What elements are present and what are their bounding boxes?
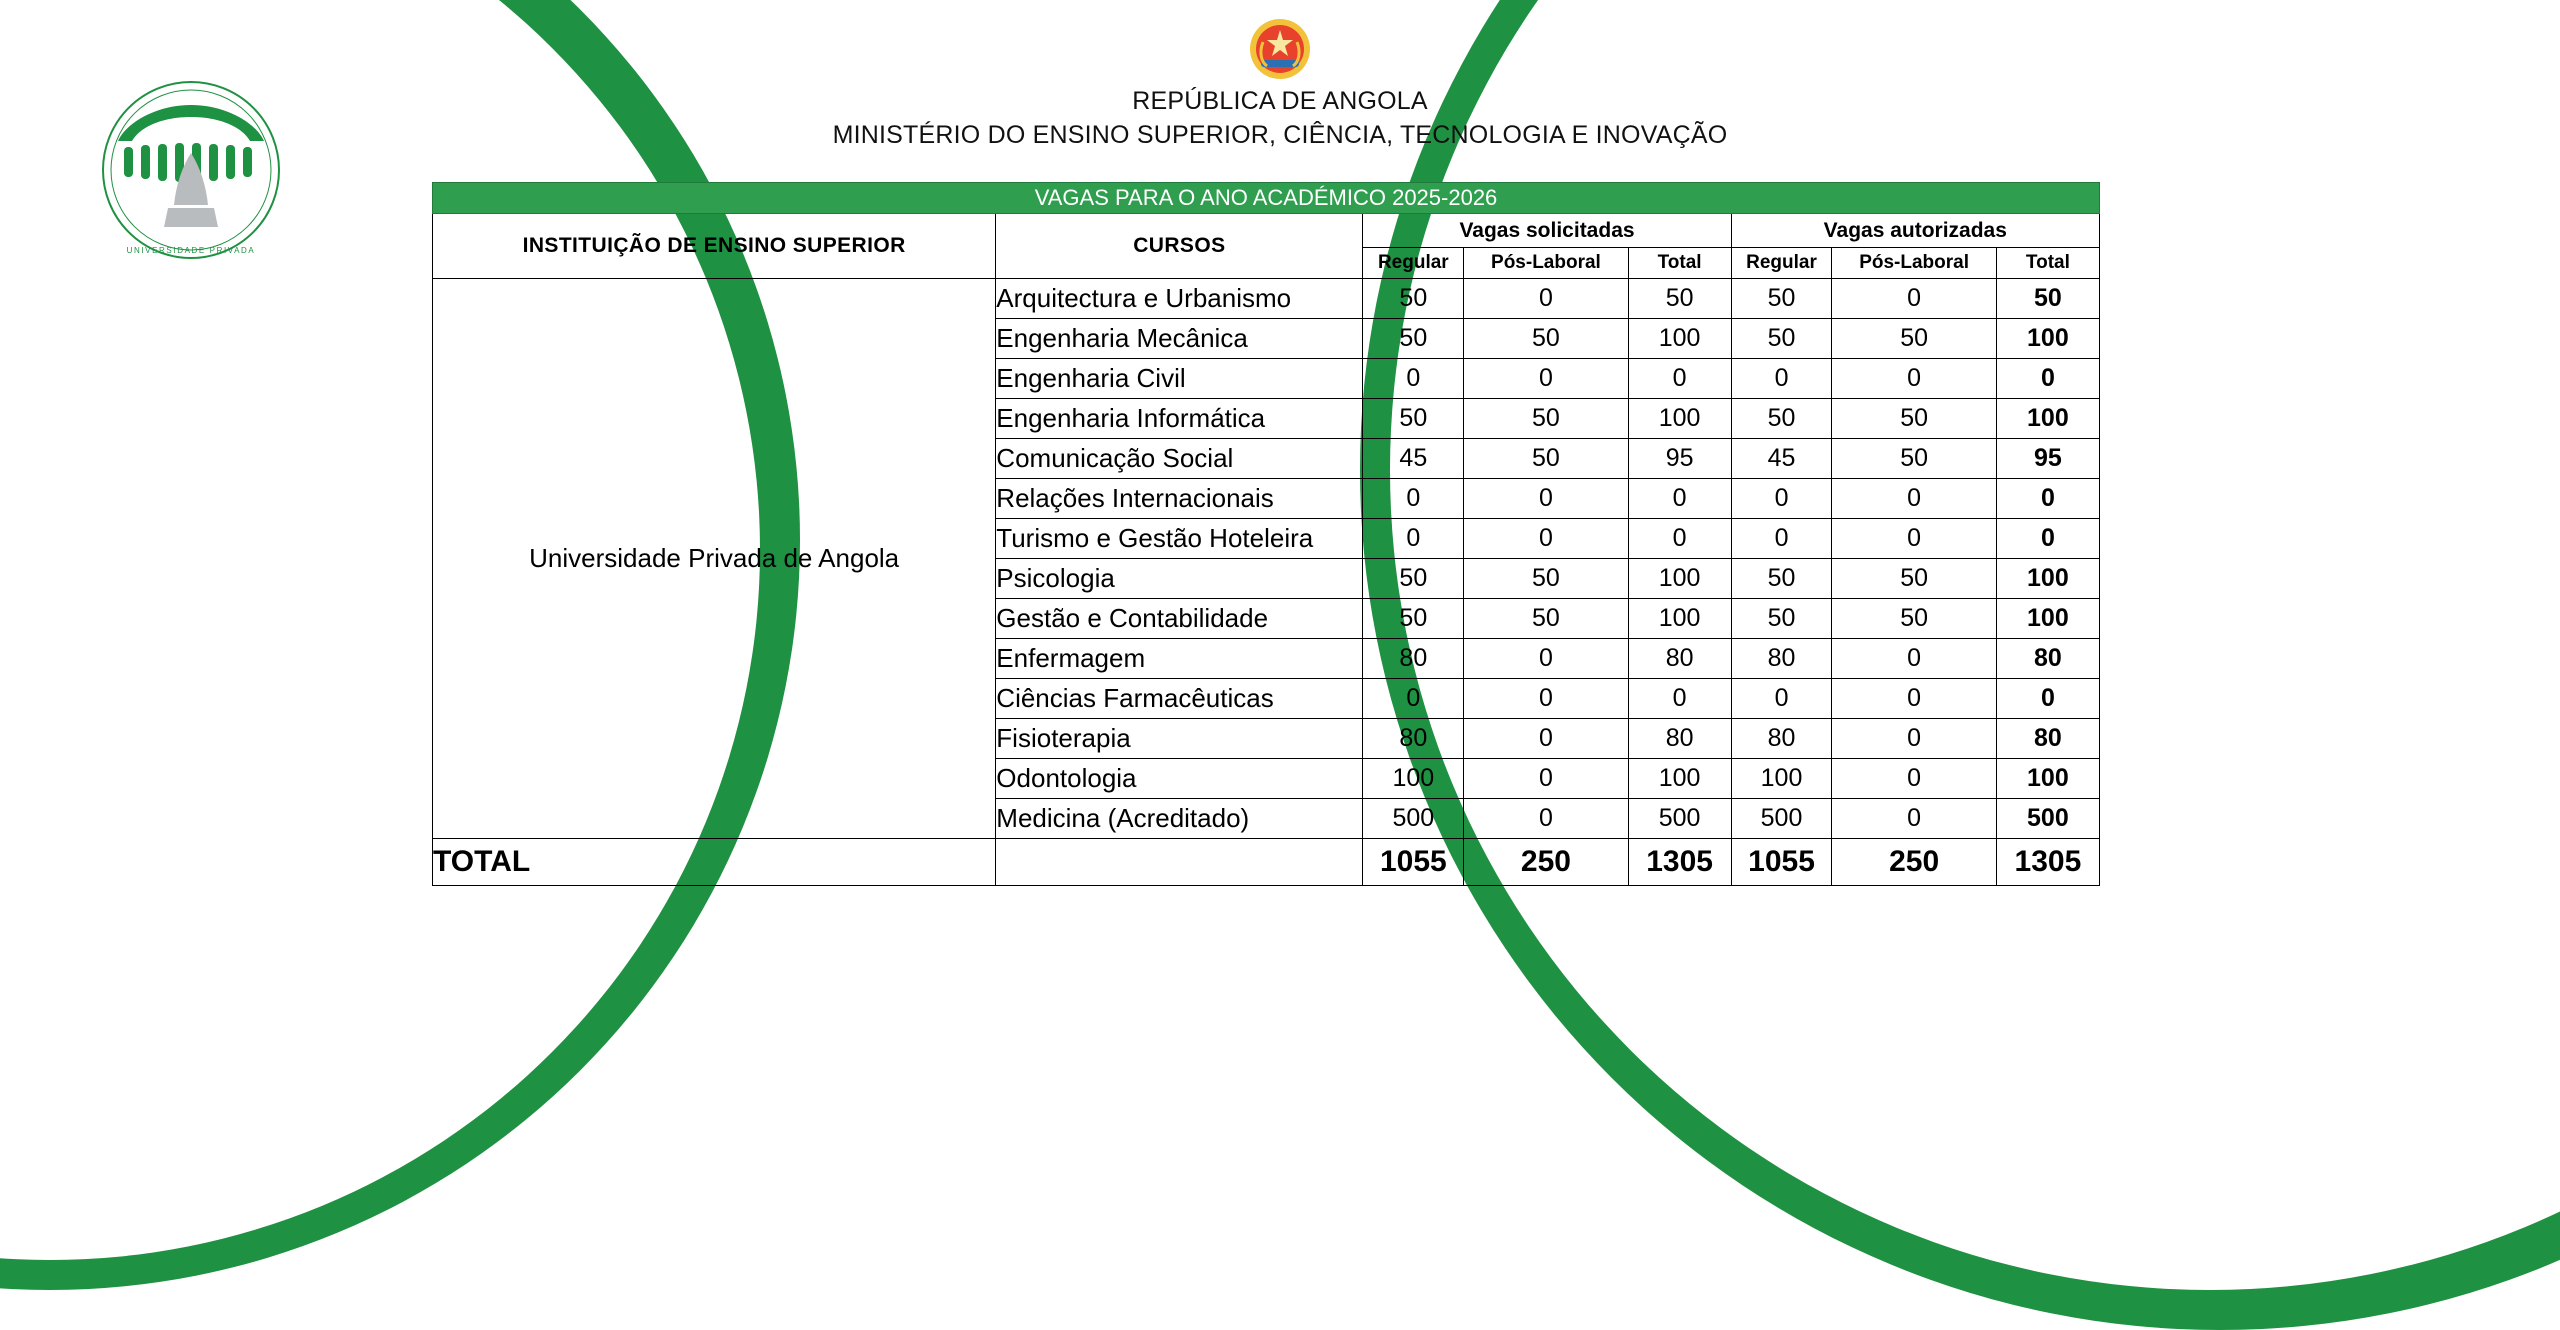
course-name: Engenharia Informática: [996, 399, 1363, 439]
course-name: Arquitectura e Urbanismo: [996, 279, 1363, 319]
cell-aut-regular: 50: [1731, 399, 1832, 439]
cell-sol-pos: 0: [1464, 519, 1628, 559]
cell-sol-total: 95: [1628, 439, 1731, 479]
total-empty-cell: [996, 839, 1363, 886]
course-name: Comunicação Social: [996, 439, 1363, 479]
cell-sol-total: 80: [1628, 719, 1731, 759]
header-vagas-autorizadas: Vagas autorizadas: [1731, 214, 2099, 248]
cell-aut-regular: 50: [1731, 559, 1832, 599]
cell-aut-regular: 50: [1731, 279, 1832, 319]
cell-sol-regular: 0: [1363, 519, 1464, 559]
course-name: Psicologia: [996, 559, 1363, 599]
cell-aut-total: 0: [1996, 519, 2099, 559]
cell-aut-regular: 50: [1731, 319, 1832, 359]
cell-sol-regular: 80: [1363, 639, 1464, 679]
cell-aut-total: 500: [1996, 799, 2099, 839]
cell-sol-pos: 50: [1464, 399, 1628, 439]
cell-sol-pos: 0: [1464, 639, 1628, 679]
document-header: [0, 18, 2560, 150]
cell-aut-regular: 100: [1731, 759, 1832, 799]
header-cursos: CURSOS: [996, 214, 1363, 279]
cell-aut-total: 0: [1996, 679, 2099, 719]
cell-aut-pos: 50: [1832, 399, 1996, 439]
cell-aut-pos: 0: [1832, 639, 1996, 679]
cell-sol-regular: 50: [1363, 599, 1464, 639]
table-header-row-1: [433, 214, 2100, 248]
course-name: Medicina (Acreditado): [996, 799, 1363, 839]
vagas-table-container: [432, 182, 2100, 886]
svg-text:UNIVERSIDADE PRIVADA: UNIVERSIDADE PRIVADA: [126, 246, 256, 255]
cell-aut-regular: 0: [1731, 519, 1832, 559]
cell-sol-pos: 0: [1464, 799, 1628, 839]
cell-aut-pos: 0: [1832, 799, 1996, 839]
cell-aut-total: 100: [1996, 759, 2099, 799]
cell-sol-total: 500: [1628, 799, 1731, 839]
table-banner: VAGAS PARA O ANO ACADÉMICO 2025-2026: [433, 183, 2100, 214]
course-name: Enfermagem: [996, 639, 1363, 679]
total-aut-pos: 250: [1832, 839, 1996, 886]
cell-aut-pos: 50: [1832, 599, 1996, 639]
cell-sol-total: 100: [1628, 759, 1731, 799]
cell-sol-pos: 0: [1464, 279, 1628, 319]
cell-aut-regular: 80: [1731, 719, 1832, 759]
cell-sol-regular: 100: [1363, 759, 1464, 799]
angola-coat-of-arms-icon: [1249, 18, 1311, 80]
cell-aut-total: 100: [1996, 399, 2099, 439]
header-sol-pos-laboral: Pós-Laboral: [1464, 248, 1628, 279]
vagas-table: [432, 182, 2100, 886]
cell-aut-regular: 80: [1731, 639, 1832, 679]
cell-sol-total: 100: [1628, 399, 1731, 439]
header-aut-total: Total: [1996, 248, 2099, 279]
cell-aut-total: 80: [1996, 719, 2099, 759]
table-total-row: [433, 839, 2100, 886]
cell-aut-total: 0: [1996, 359, 2099, 399]
course-name: Fisioterapia: [996, 719, 1363, 759]
cell-aut-regular: 50: [1731, 599, 1832, 639]
cell-aut-total: 80: [1996, 639, 2099, 679]
cell-sol-regular: 80: [1363, 719, 1464, 759]
cell-sol-total: 100: [1628, 599, 1731, 639]
cell-sol-pos: 50: [1464, 319, 1628, 359]
header-aut-pos-laboral: Pós-Laboral: [1832, 248, 1996, 279]
cell-aut-total: 0: [1996, 479, 2099, 519]
cell-sol-regular: 50: [1363, 319, 1464, 359]
cell-aut-pos: 0: [1832, 719, 1996, 759]
cell-sol-pos: 0: [1464, 759, 1628, 799]
course-name: Ciências Farmacêuticas: [996, 679, 1363, 719]
cell-sol-pos: 50: [1464, 559, 1628, 599]
cell-aut-regular: 0: [1731, 479, 1832, 519]
header-aut-regular: Regular: [1731, 248, 1832, 279]
cell-aut-pos: 50: [1832, 319, 1996, 359]
cell-aut-pos: 50: [1832, 439, 1996, 479]
cell-aut-total: 50: [1996, 279, 2099, 319]
cell-aut-pos: 0: [1832, 679, 1996, 719]
cell-sol-total: 80: [1628, 639, 1731, 679]
cell-sol-total: 0: [1628, 679, 1731, 719]
cell-sol-regular: 0: [1363, 679, 1464, 719]
cell-aut-regular: 0: [1731, 359, 1832, 399]
header-institution: INSTITUIÇÃO DE ENSINO SUPERIOR: [433, 214, 996, 279]
cell-aut-regular: 45: [1731, 439, 1832, 479]
cell-aut-total: 100: [1996, 319, 2099, 359]
total-aut-regular: 1055: [1731, 839, 1832, 886]
cell-aut-total: 95: [1996, 439, 2099, 479]
header-ministry: MINISTÉRIO DO ENSINO SUPERIOR, CIÊNCIA, TECNOLOGIA E INOVAÇÃO: [832, 121, 1728, 149]
cell-sol-pos: 0: [1464, 359, 1628, 399]
cell-sol-pos: 0: [1464, 479, 1628, 519]
cell-sol-regular: 0: [1363, 359, 1464, 399]
cell-sol-total: 100: [1628, 319, 1731, 359]
table-banner-row: [433, 183, 2100, 214]
cell-aut-regular: 500: [1731, 799, 1832, 839]
course-name: Engenharia Mecânica: [996, 319, 1363, 359]
course-name: Turismo e Gestão Hoteleira: [996, 519, 1363, 559]
header-sol-regular: Regular: [1363, 248, 1464, 279]
cell-sol-total: 0: [1628, 519, 1731, 559]
course-name: Gestão e Contabilidade: [996, 599, 1363, 639]
cell-sol-regular: 50: [1363, 279, 1464, 319]
cell-sol-total: 50: [1628, 279, 1731, 319]
cell-sol-pos: 0: [1464, 719, 1628, 759]
total-sol-pos: 250: [1464, 839, 1628, 886]
cell-sol-total: 0: [1628, 359, 1731, 399]
cell-aut-pos: 0: [1832, 519, 1996, 559]
total-label: TOTAL: [433, 839, 996, 886]
cell-sol-pos: 50: [1464, 599, 1628, 639]
cell-sol-pos: 0: [1464, 679, 1628, 719]
cell-sol-pos: 50: [1464, 439, 1628, 479]
cell-aut-pos: 0: [1832, 359, 1996, 399]
cell-sol-total: 100: [1628, 559, 1731, 599]
cell-aut-pos: 50: [1832, 559, 1996, 599]
cell-aut-total: 100: [1996, 599, 2099, 639]
table-row: [433, 279, 2100, 319]
header-sol-total: Total: [1628, 248, 1731, 279]
cell-sol-regular: 500: [1363, 799, 1464, 839]
course-name: Odontologia: [996, 759, 1363, 799]
total-sol-total: 1305: [1628, 839, 1731, 886]
cell-sol-regular: 50: [1363, 399, 1464, 439]
total-sol-regular: 1055: [1363, 839, 1464, 886]
cell-sol-regular: 0: [1363, 479, 1464, 519]
course-name: Relações Internacionais: [996, 479, 1363, 519]
header-country: REPÚBLICA DE ANGOLA: [1132, 87, 1428, 115]
cell-aut-regular: 0: [1731, 679, 1832, 719]
cell-aut-pos: 0: [1832, 759, 1996, 799]
course-name: Engenharia Civil: [996, 359, 1363, 399]
cell-sol-regular: 45: [1363, 439, 1464, 479]
cell-aut-pos: 0: [1832, 479, 1996, 519]
header-vagas-solicitadas: Vagas solicitadas: [1363, 214, 1731, 248]
cell-sol-total: 0: [1628, 479, 1731, 519]
institution-name: Universidade Privada de Angola: [433, 279, 996, 839]
cell-aut-total: 100: [1996, 559, 2099, 599]
cell-sol-regular: 50: [1363, 559, 1464, 599]
cell-aut-pos: 0: [1832, 279, 1996, 319]
total-aut-total: 1305: [1996, 839, 2099, 886]
